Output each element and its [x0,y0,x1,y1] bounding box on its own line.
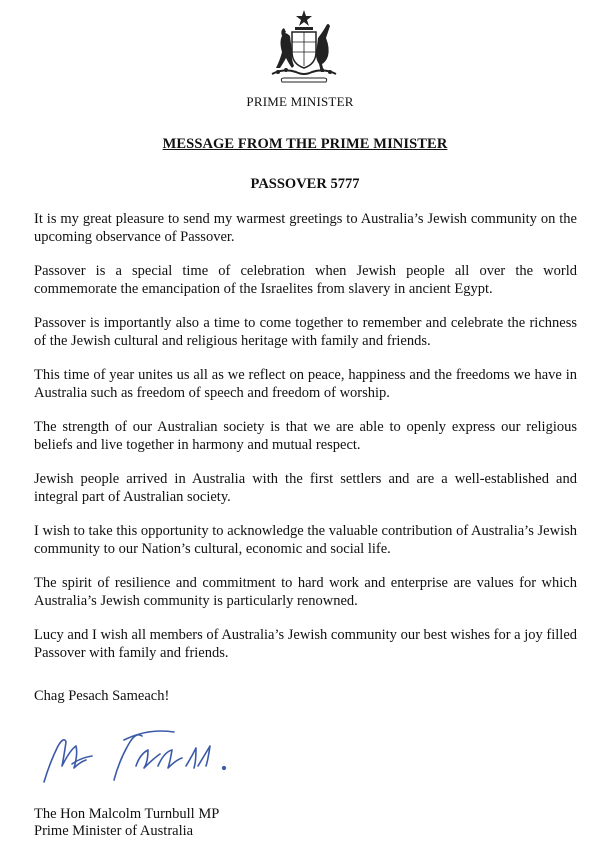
signoff-block [34,806,219,840]
paragraph: The spirit of resilience and commitment to hard work and enterprise are values for which Australia’s Jewish community is particularly renowned. [34,575,577,609]
coat-of-arms-icon [262,8,346,92]
page-title: MESSAGE FROM THE PRIME MINISTER [162,136,448,152]
signatory-title: Prime Minister of Australia [34,823,194,839]
signatory-name: The Hon Malcolm Turnbull MP [34,806,220,822]
handwritten-signature-icon [36,706,246,792]
paragraph: Jewish people arrived in Australia with the first settlers and are a well-established and integral part of Australian society. [34,471,577,505]
paragraph: The strength of our Australian society is that we are able to openly express our religious beliefs and live together in harmony and mutual respect. [34,419,577,453]
paragraph: Lucy and I wish all members of Australia’s Jewish community our best wishes for a joy filled Passover with family and friends. [34,627,577,661]
message-body [34,210,577,678]
paragraph: It is my great pleasure to send my warmest greetings to Australia’s Jewish community on the upcoming observance of Passover. [34,211,577,245]
closing-greeting: Chag Pesach Sameach! [34,688,170,704]
office-label: PRIME MINISTER [246,94,354,109]
paragraph: Passover is a special time of celebration when Jewish people all over the world commemorate the emancipation of the Israelites from slavery in ancient Egypt. [34,263,577,297]
page-subtitle: PASSOVER 5777 [250,176,360,192]
paragraph: I wish to take this opportunity to acknowledge the valuable contribution of Australia’s Jewish community to our Nation’s cultural, economic and social life. [34,523,577,557]
paragraph: This time of year unites us all as we reflect on peace, happiness and the freedoms we have in Australia such as freedom of speech and freedom of worship. [34,367,577,401]
paragraph: Passover is importantly also a time to come together to remember and celebrate the richness of the Jewish cultural and religious heritage with family and friends. [34,315,577,349]
